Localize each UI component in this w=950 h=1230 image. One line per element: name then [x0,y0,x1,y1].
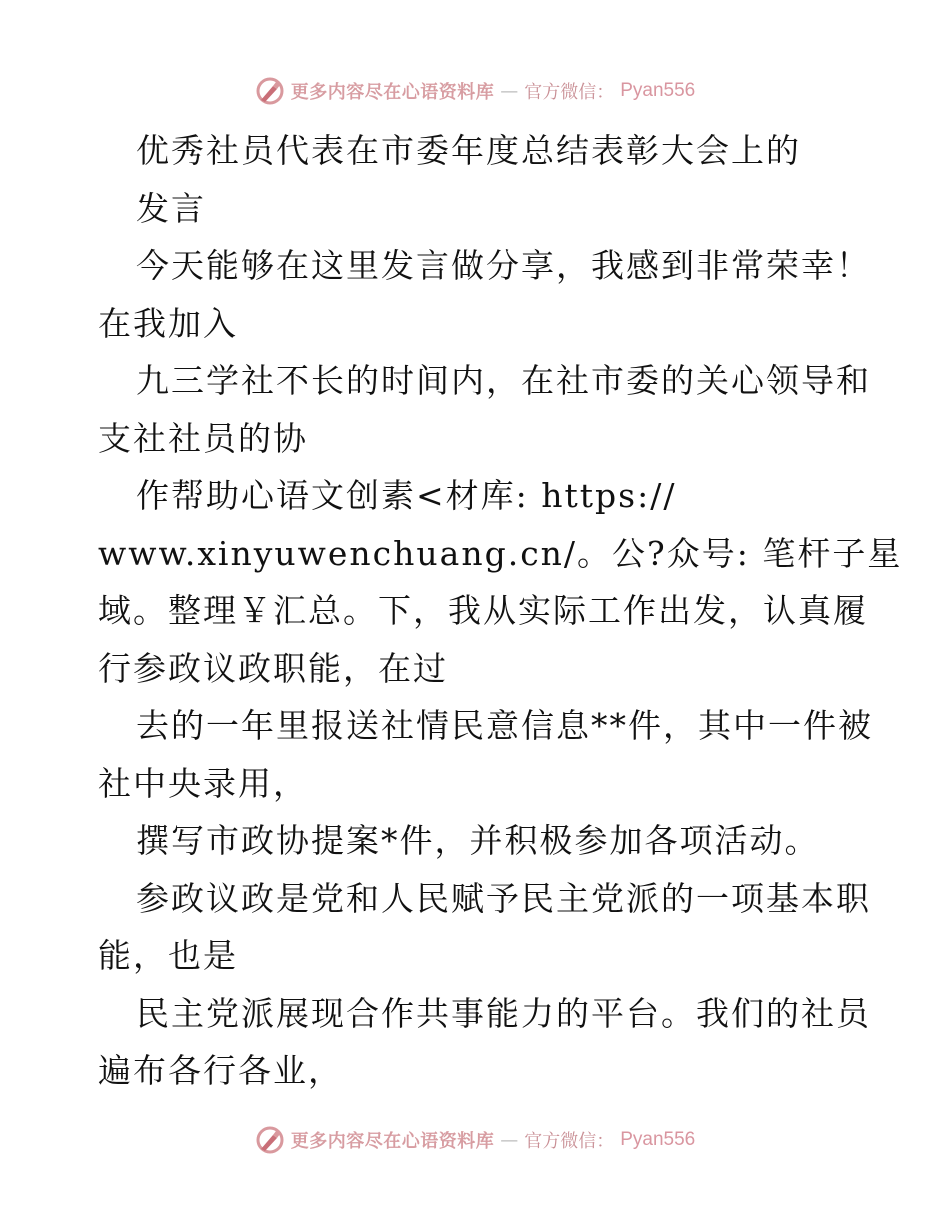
text-line: 遍布各行各业， [98,1051,343,1090]
footer-watermark [0,1120,950,1160]
text-line: 民主党派展现合作共事能力的平台。我们的社员 [136,993,871,1033]
pen-circle-icon [255,76,285,106]
watermark-dash: — [500,80,519,102]
text-line: 参政议政是党和人民赋予民主党派的一项基本职 [136,878,871,918]
text-line: 行参政议政职能，在过 [98,648,448,688]
text-line: www.xinyuwenchuang.cn/。公?众号: 笔杆子星 [98,533,903,573]
text-line: 作帮助心语文创素<材库: https:// [136,476,677,515]
document-body [98,122,903,1100]
pen-circle-icon [255,1125,285,1155]
header-watermark [0,71,950,111]
text-line: 域。整理￥汇总。下，我从实际工作出发，认真履 [98,591,868,630]
watermark-wechat-id: Pyan556 [620,1129,696,1150]
text-line: 能，也是 [98,936,238,975]
text-line: 支社社员的协 [98,418,308,458]
text-line: 今天能够在这里发言做分享，我感到非常荣幸！ [136,246,871,285]
text-line: 社中央录用， [98,763,308,803]
watermark-brand: 更多内容尽在心语资料库 [290,82,495,103]
text-line: 九三学社不长的时间内，在社市委的关心领导和 [136,361,871,400]
text-line: 去的一年里报送社情民意信息**件，其中一件被 [136,706,873,745]
text-line: 发言 [136,188,206,228]
text-line: 在我加入 [98,303,238,343]
watermark-wechat-id: Pyan556 [620,80,696,101]
watermark-brand: 更多内容尽在心语资料库 [290,1131,495,1152]
watermark-label: 官方微信： [524,82,615,103]
text-line: 优秀社员代表在市委年度总结表彰大会上的 [136,131,801,170]
text-line: 撰写市政协提案*件，并积极参加各项活动。 [136,821,820,860]
watermark-label: 官方微信： [524,1131,615,1152]
watermark-dash: — [500,1129,519,1151]
